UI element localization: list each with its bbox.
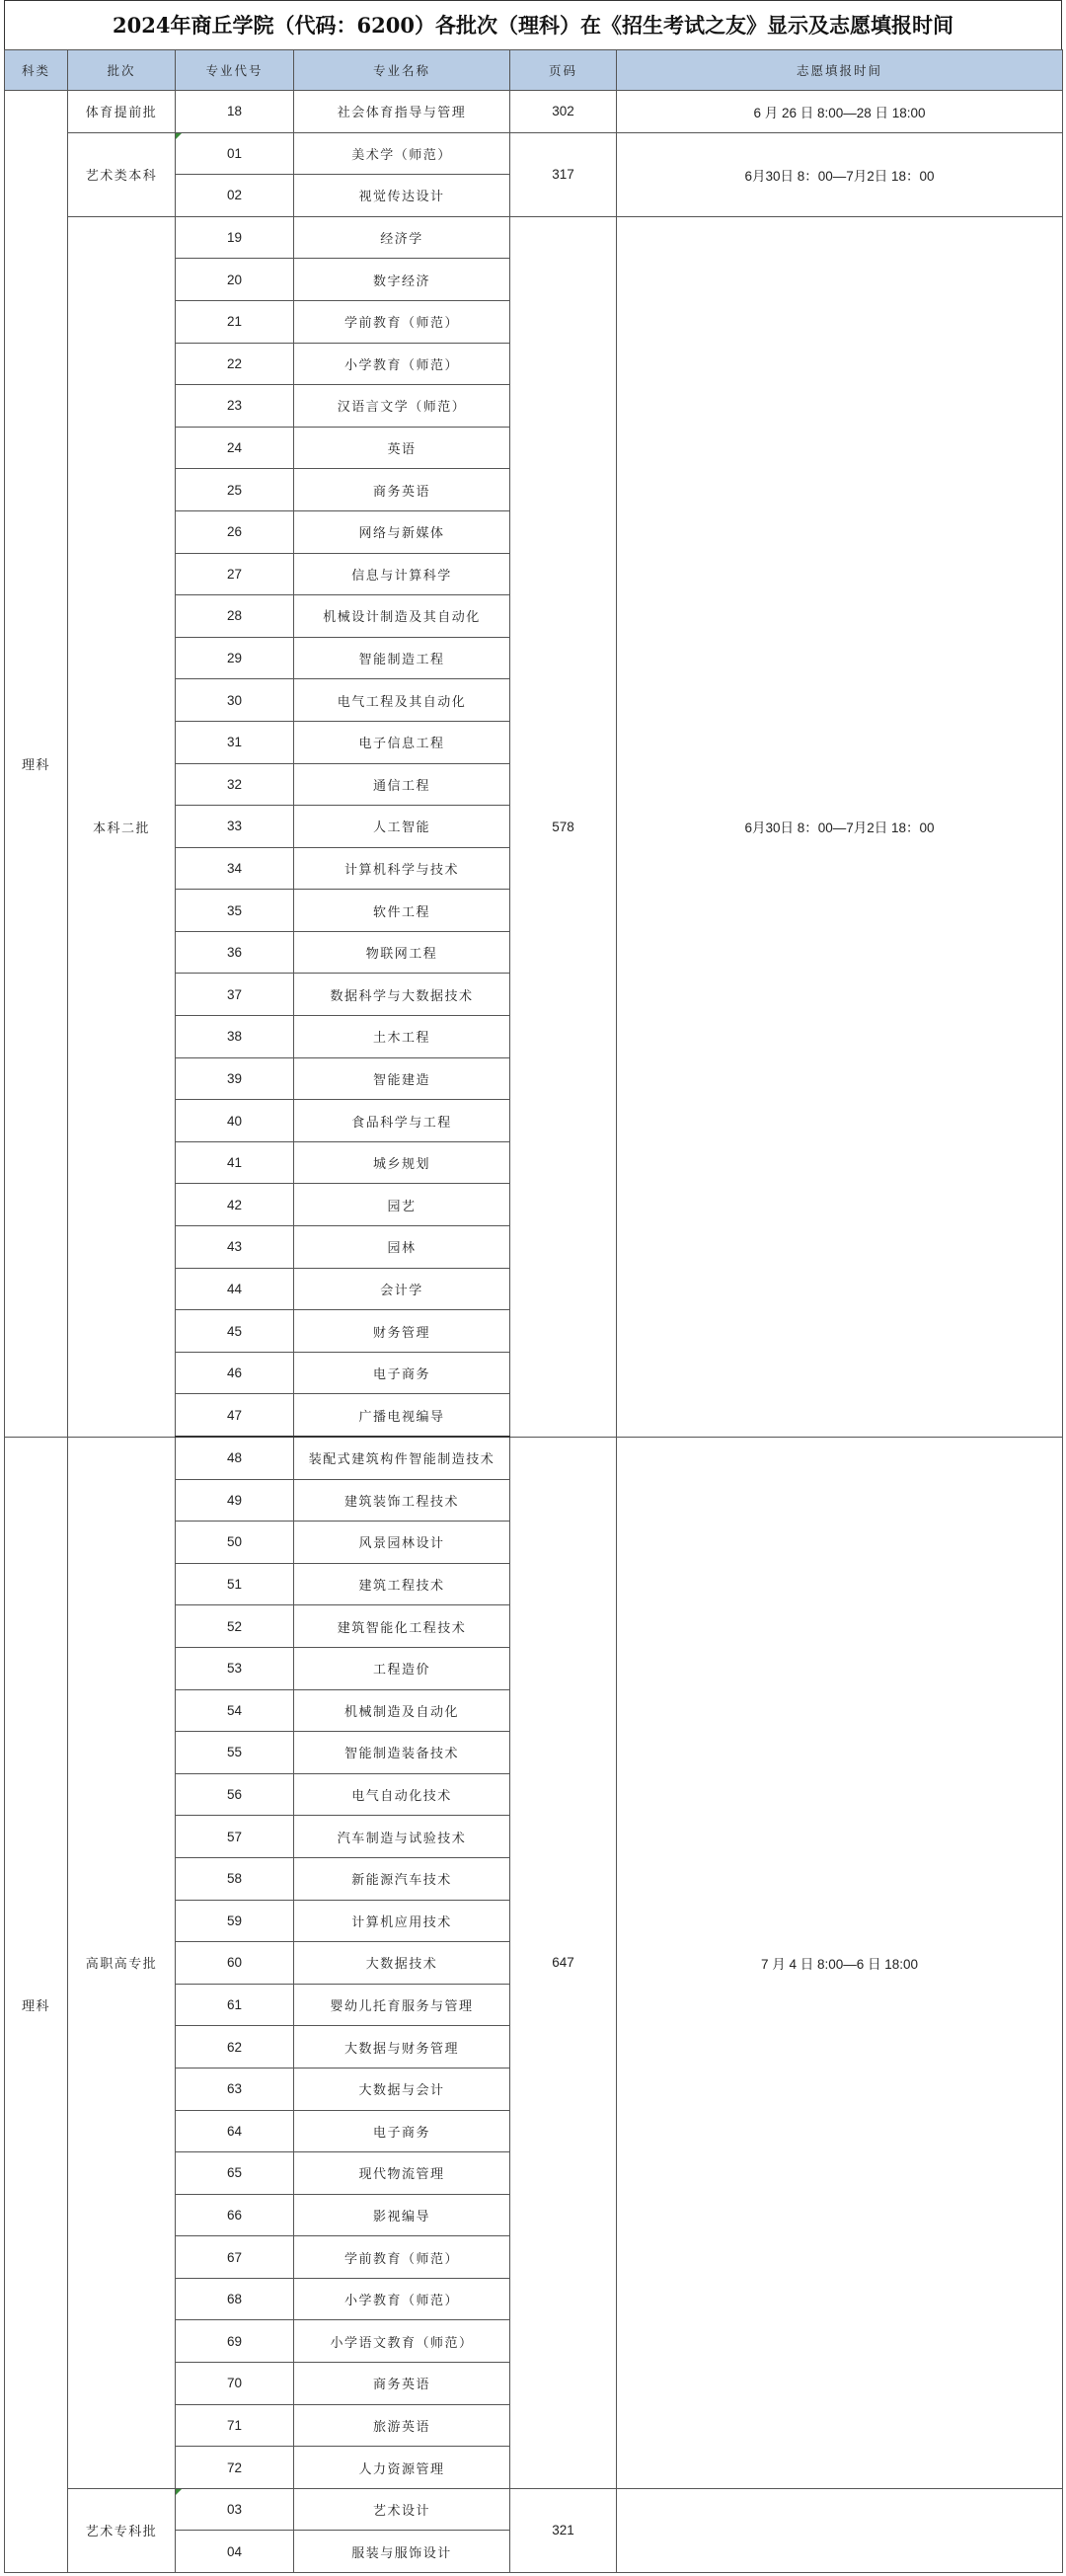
major-code-cell: 30 bbox=[176, 679, 294, 722]
major-code-cell: 27 bbox=[176, 553, 294, 595]
major-code-cell: 61 bbox=[176, 1984, 294, 2026]
major-name-cell: 计算机科学与技术 bbox=[294, 847, 510, 890]
major-name-cell: 商务英语 bbox=[294, 2363, 510, 2405]
header-time: 志愿填报时间 bbox=[617, 50, 1063, 91]
batch-cell: 高职高专批 bbox=[68, 1437, 176, 2488]
table-row bbox=[5, 1437, 1063, 1479]
major-code-cell: 53 bbox=[176, 1647, 294, 1689]
major-code-cell: 29 bbox=[176, 637, 294, 679]
category-cell: 理科 bbox=[5, 1437, 68, 2573]
major-code-cell: 03 bbox=[176, 2488, 294, 2531]
major-name-cell: 大数据技术 bbox=[294, 1942, 510, 1985]
major-name-cell: 智能制造工程 bbox=[294, 637, 510, 679]
major-code-cell: 01 bbox=[176, 132, 294, 175]
major-name-cell: 土木工程 bbox=[294, 1016, 510, 1058]
major-name-cell: 小学教育（师范） bbox=[294, 343, 510, 385]
major-name-cell: 美术学（师范） bbox=[294, 132, 510, 175]
major-code-cell: 28 bbox=[176, 595, 294, 638]
header-major-name: 专业名称 bbox=[294, 50, 510, 91]
major-code-cell: 44 bbox=[176, 1268, 294, 1310]
header-batch: 批次 bbox=[68, 50, 176, 91]
time-cell: 6 月 26 日 8:00—28 日 18:00 bbox=[617, 91, 1063, 133]
major-code-cell: 21 bbox=[176, 300, 294, 343]
major-code-cell: 32 bbox=[176, 763, 294, 806]
major-name-cell: 大数据与财务管理 bbox=[294, 2026, 510, 2069]
major-name-cell: 工程造价 bbox=[294, 1647, 510, 1689]
major-name-cell: 小学语文教育（师范） bbox=[294, 2320, 510, 2363]
major-code-cell: 70 bbox=[176, 2363, 294, 2405]
table-header-row bbox=[5, 50, 1063, 91]
major-code-cell: 25 bbox=[176, 469, 294, 511]
major-code-cell: 57 bbox=[176, 1816, 294, 1858]
major-code-cell: 33 bbox=[176, 806, 294, 848]
major-code-cell: 18 bbox=[176, 91, 294, 133]
table-row bbox=[5, 2488, 1063, 2531]
table-row bbox=[5, 91, 1063, 133]
major-name-cell: 网络与新媒体 bbox=[294, 510, 510, 553]
major-code-cell: 43 bbox=[176, 1226, 294, 1269]
page-code-cell: 647 bbox=[510, 1437, 617, 2488]
admission-table bbox=[4, 49, 1063, 2573]
major-code-cell: 67 bbox=[176, 2236, 294, 2279]
major-code-cell: 58 bbox=[176, 1857, 294, 1900]
major-code-cell: 40 bbox=[176, 1100, 294, 1142]
major-name-cell: 学前教育（师范） bbox=[294, 2236, 510, 2279]
major-name-cell: 社会体育指导与管理 bbox=[294, 91, 510, 133]
major-code-cell: 19 bbox=[176, 216, 294, 259]
major-code-cell: 62 bbox=[176, 2026, 294, 2069]
major-name-cell: 建筑装饰工程技术 bbox=[294, 1479, 510, 1522]
major-code-cell: 69 bbox=[176, 2320, 294, 2363]
major-name-cell: 电气工程及其自动化 bbox=[294, 679, 510, 722]
major-name-cell: 会计学 bbox=[294, 1268, 510, 1310]
major-code-cell: 31 bbox=[176, 721, 294, 763]
header-major-code: 专业代号 bbox=[176, 50, 294, 91]
major-name-cell: 现代物流管理 bbox=[294, 2152, 510, 2195]
major-code-cell: 60 bbox=[176, 1942, 294, 1985]
major-name-cell: 机械制造及自动化 bbox=[294, 1689, 510, 1732]
major-name-cell: 信息与计算科学 bbox=[294, 553, 510, 595]
major-name-cell: 英语 bbox=[294, 427, 510, 469]
major-name-cell: 服装与服饰设计 bbox=[294, 2531, 510, 2573]
major-name-cell: 计算机应用技术 bbox=[294, 1900, 510, 1942]
header-page-code: 页码 bbox=[510, 50, 617, 91]
major-code-cell: 39 bbox=[176, 1057, 294, 1100]
major-code-cell: 63 bbox=[176, 2068, 294, 2110]
time-cell: 7 月 4 日 8:00—6 日 18:00 bbox=[617, 1437, 1063, 2488]
major-name-cell: 财务管理 bbox=[294, 1310, 510, 1353]
major-name-cell: 婴幼儿托育服务与管理 bbox=[294, 1984, 510, 2026]
major-code-cell: 41 bbox=[176, 1141, 294, 1184]
table-row bbox=[5, 216, 1063, 259]
page-title: 2024年商丘学院（代码：6200）各批次（理科）在《招生考试之友》显示及志愿填报时间 bbox=[4, 0, 1062, 49]
major-name-cell: 艺术设计 bbox=[294, 2488, 510, 2531]
major-name-cell: 商务英语 bbox=[294, 469, 510, 511]
major-name-cell: 汉语言文学（师范） bbox=[294, 385, 510, 428]
major-code-cell: 22 bbox=[176, 343, 294, 385]
major-name-cell: 电子商务 bbox=[294, 2110, 510, 2152]
table-row bbox=[5, 132, 1063, 175]
major-name-cell: 建筑智能化工程技术 bbox=[294, 1605, 510, 1648]
major-name-cell: 城乡规划 bbox=[294, 1141, 510, 1184]
major-code-cell: 04 bbox=[176, 2531, 294, 2573]
major-name-cell: 食品科学与工程 bbox=[294, 1100, 510, 1142]
table-body bbox=[5, 91, 1063, 2573]
major-name-cell: 影视编导 bbox=[294, 2194, 510, 2236]
major-name-cell: 数字经济 bbox=[294, 259, 510, 301]
header-category: 科类 bbox=[5, 50, 68, 91]
major-code-cell: 26 bbox=[176, 510, 294, 553]
major-code-cell: 65 bbox=[176, 2152, 294, 2195]
major-name-cell: 智能制造装备技术 bbox=[294, 1732, 510, 1774]
major-code-cell: 46 bbox=[176, 1352, 294, 1394]
major-name-cell: 人力资源管理 bbox=[294, 2447, 510, 2489]
time-cell: 6月30日 8：00—7月2日 18：00 bbox=[617, 132, 1063, 216]
major-name-cell: 智能建造 bbox=[294, 1057, 510, 1100]
major-code-cell: 47 bbox=[176, 1394, 294, 1437]
major-code-cell: 52 bbox=[176, 1605, 294, 1648]
batch-cell: 体育提前批 bbox=[68, 91, 176, 133]
major-code-cell: 72 bbox=[176, 2447, 294, 2489]
major-name-cell: 大数据与会计 bbox=[294, 2068, 510, 2110]
major-code-cell: 35 bbox=[176, 890, 294, 932]
major-code-cell: 36 bbox=[176, 931, 294, 974]
category-cell: 理科 bbox=[5, 91, 68, 1438]
time-cell: 6月30日 8：00—7月2日 18：00 bbox=[617, 216, 1063, 1437]
page-code-cell: 317 bbox=[510, 132, 617, 216]
major-name-cell: 广播电视编导 bbox=[294, 1394, 510, 1437]
major-name-cell: 电子信息工程 bbox=[294, 721, 510, 763]
major-code-cell: 68 bbox=[176, 2278, 294, 2320]
major-name-cell: 小学教育（师范） bbox=[294, 2278, 510, 2320]
major-name-cell: 旅游英语 bbox=[294, 2404, 510, 2447]
major-name-cell: 人工智能 bbox=[294, 806, 510, 848]
major-code-cell: 23 bbox=[176, 385, 294, 428]
major-name-cell: 装配式建筑构件智能制造技术 bbox=[294, 1437, 510, 1479]
major-code-cell: 55 bbox=[176, 1732, 294, 1774]
major-code-cell: 20 bbox=[176, 259, 294, 301]
major-code-cell: 54 bbox=[176, 1689, 294, 1732]
major-code-cell: 71 bbox=[176, 2404, 294, 2447]
major-code-cell: 48 bbox=[176, 1437, 294, 1479]
major-code-cell: 02 bbox=[176, 175, 294, 217]
major-name-cell: 机械设计制造及其自动化 bbox=[294, 595, 510, 638]
batch-cell: 艺术类本科 bbox=[68, 132, 176, 216]
major-name-cell: 电子商务 bbox=[294, 1352, 510, 1394]
batch-cell: 本科二批 bbox=[68, 216, 176, 1437]
major-name-cell: 物联网工程 bbox=[294, 931, 510, 974]
major-name-cell: 新能源汽车技术 bbox=[294, 1857, 510, 1900]
major-code-cell: 24 bbox=[176, 427, 294, 469]
major-name-cell: 数据科学与大数据技术 bbox=[294, 974, 510, 1016]
major-name-cell: 视觉传达设计 bbox=[294, 175, 510, 217]
major-name-cell: 经济学 bbox=[294, 216, 510, 259]
major-code-cell: 50 bbox=[176, 1522, 294, 1564]
major-code-cell: 56 bbox=[176, 1773, 294, 1816]
major-name-cell: 电气自动化技术 bbox=[294, 1773, 510, 1816]
major-code-cell: 59 bbox=[176, 1900, 294, 1942]
major-code-cell: 34 bbox=[176, 847, 294, 890]
major-code-cell: 66 bbox=[176, 2194, 294, 2236]
time-cell bbox=[617, 2488, 1063, 2572]
major-code-cell: 49 bbox=[176, 1479, 294, 1522]
major-code-cell: 45 bbox=[176, 1310, 294, 1353]
major-name-cell: 风景园林设计 bbox=[294, 1522, 510, 1564]
major-name-cell: 通信工程 bbox=[294, 763, 510, 806]
major-name-cell: 建筑工程技术 bbox=[294, 1563, 510, 1605]
page-code-cell: 321 bbox=[510, 2488, 617, 2572]
major-code-cell: 42 bbox=[176, 1184, 294, 1226]
major-code-cell: 64 bbox=[176, 2110, 294, 2152]
major-code-cell: 37 bbox=[176, 974, 294, 1016]
batch-cell: 艺术专科批 bbox=[68, 2488, 176, 2572]
major-name-cell: 汽车制造与试验技术 bbox=[294, 1816, 510, 1858]
major-code-cell: 38 bbox=[176, 1016, 294, 1058]
major-name-cell: 学前教育（师范） bbox=[294, 300, 510, 343]
major-name-cell: 园林 bbox=[294, 1226, 510, 1269]
page-code-cell: 578 bbox=[510, 216, 617, 1437]
page-code-cell: 302 bbox=[510, 91, 617, 133]
major-name-cell: 软件工程 bbox=[294, 890, 510, 932]
major-name-cell: 园艺 bbox=[294, 1184, 510, 1226]
major-code-cell: 51 bbox=[176, 1563, 294, 1605]
